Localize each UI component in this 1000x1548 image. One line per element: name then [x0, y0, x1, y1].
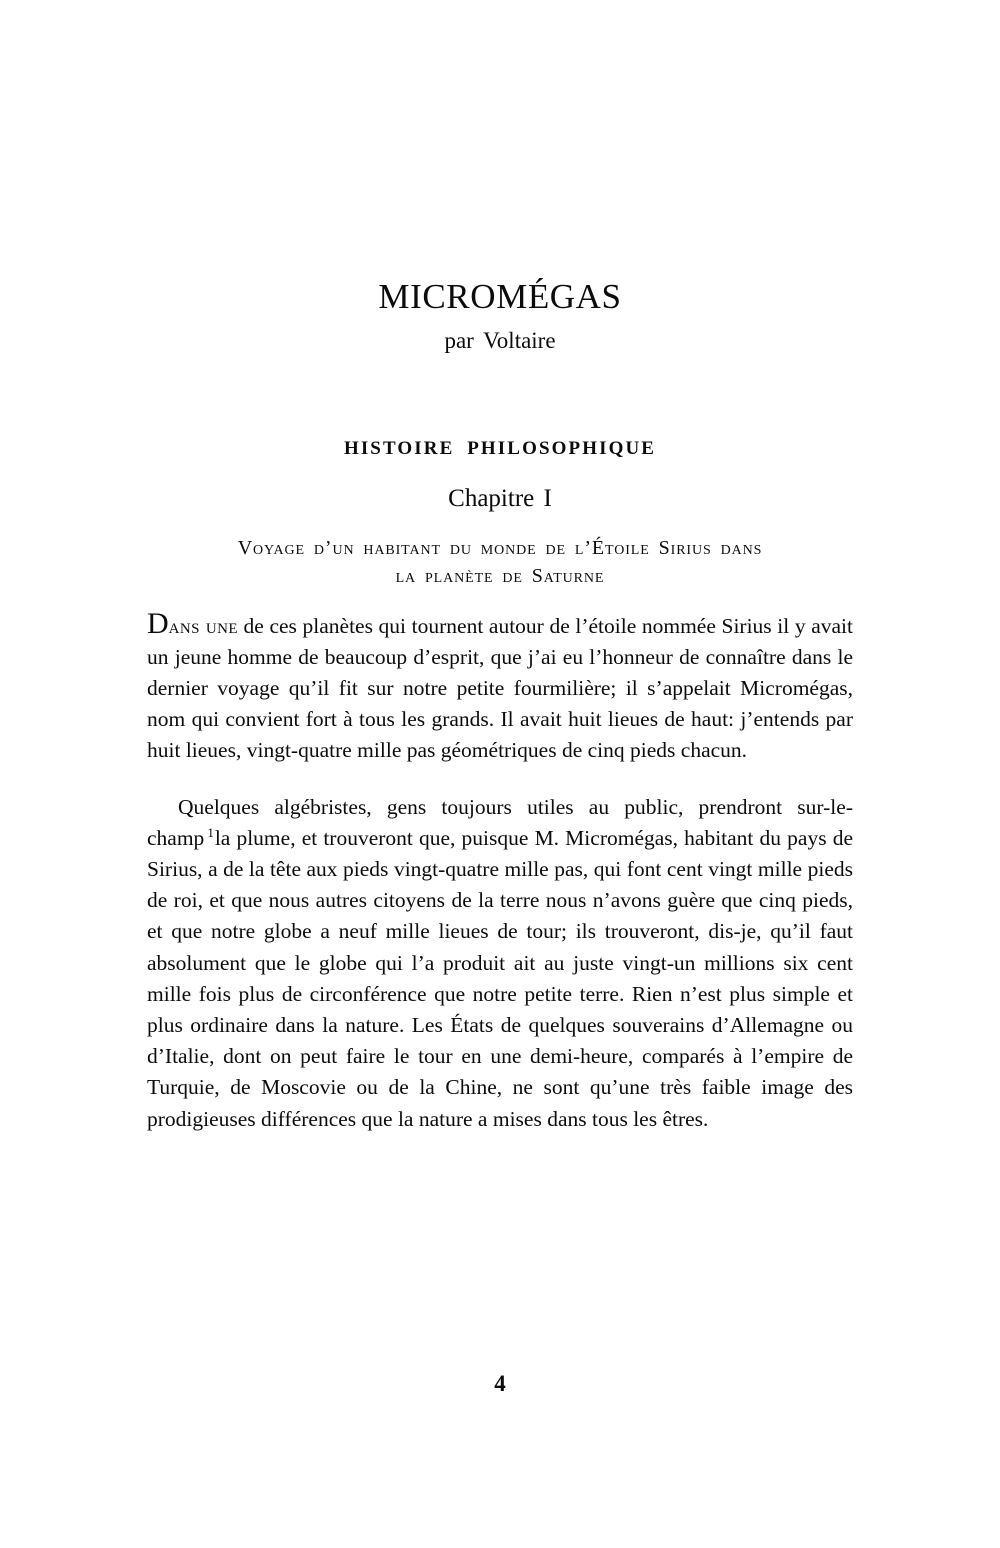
section-heading: HISTOIRE PHILOSOPHIQUE — [343, 437, 657, 459]
chapter-subtitle — [147, 513, 853, 591]
page-title: MICROMÉGAS — [378, 277, 622, 316]
body-paragraph-2-text-before-note: Quelques algébristes, gens toujours utiles au public, prendront sur-le-champ — [147, 794, 853, 850]
author-byline: par Voltaire — [444, 327, 556, 353]
page-number: 4 — [494, 1371, 506, 1396]
body-paragraph-2 — [147, 767, 853, 1135]
body-paragraph-2-text-after-note: la plume, et trouveront que, puisque M. Micromégas, habitant du pays de Sirius, a de la tête aux pieds vingt-quatre mille pas, qui font cent vingt mille pieds de roi, et que nous autres citoyens de la terre nous n’avons guère que cinq pieds, et que notre globe a neuf mille lieues de tour; ils trouveront, dis-je, qu’il faut absolument que le globe qui l’a produit ait au juste vingt-un millions six cent mille fois plus de circonférence que notre petite terre. Rien n’est plus simple et plus ordinaire dans la nature. Les États de quelques souverains d’Allemagne ou d’Italie, dont on peut faire le tour en une demi-heure, comparés à l’empire de Turquie, de Moscovie ou de la Chine, ne sont qu’une très faible image des prodigieuses différences que la nature a mises dans tous les êtres. — [147, 825, 853, 1131]
footnote-reference-marker[interactable]: 1 — [207, 824, 214, 840]
initial-capital: D — [147, 606, 169, 640]
chapter-subtitle-line-2: la planète de Saturne — [395, 565, 605, 588]
chapter-label: Chapitre I — [448, 484, 552, 512]
small-caps-opening: ans une — [168, 613, 238, 638]
body-paragraph-1-text: de ces planètes qui tournent autour de l’étoile nommée Sirius il y avait un jeune homme de beaucoup d’esprit, que j’ai eu l’honneur de connaître dans le dernier voyage qu’il fit sur notre petite fourmilière; il s’appelait Micromégas, nom qui convient fort à tous les grands. Il avait huit lieues de haut: j’entends par huit lieues, vingt-quatre mille pas géométriques de cinq pieds chacun. — [147, 613, 853, 763]
body-paragraph-1 — [147, 591, 853, 767]
chapter-subtitle-line-1: Voyage d’un habitant du monde de l’Étoile Sirius dans — [237, 536, 763, 559]
text-column — [147, 0, 853, 1135]
